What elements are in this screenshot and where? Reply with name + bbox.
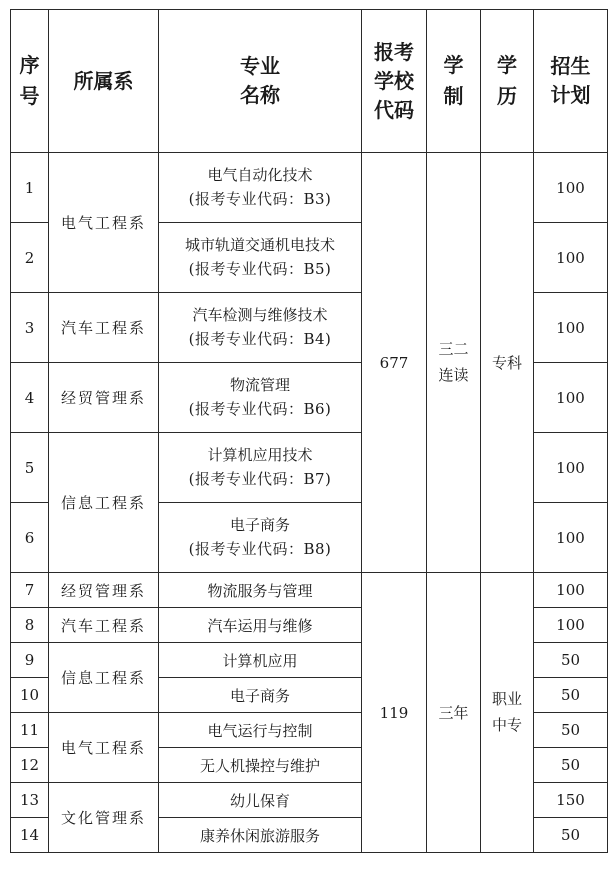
header-department: 所属系 (49, 10, 159, 153)
duration-cell: 三二 连读 (427, 153, 481, 573)
department-cell: 汽车工程系 (49, 608, 159, 643)
row-index: 13 (11, 783, 49, 818)
row-index: 5 (11, 433, 49, 503)
department-cell: 汽车工程系 (49, 293, 159, 363)
table-row (11, 573, 608, 608)
enrollment-plan-table (10, 9, 608, 853)
major-cell: 物流管理 (报考专业代码：B6) (159, 363, 362, 433)
department-cell: 电气工程系 (49, 153, 159, 293)
header-duration: 学 制 (427, 10, 481, 153)
quota-cell: 100 (534, 573, 608, 608)
row-index: 7 (11, 573, 49, 608)
quota-cell: 100 (534, 223, 608, 293)
major-cell: 计算机应用技术 (报考专业代码：B7) (159, 433, 362, 503)
major-cell: 康养休闲旅游服务 (159, 818, 362, 853)
school-code-cell: 119 (362, 573, 427, 853)
row-index: 12 (11, 748, 49, 783)
table-row (11, 153, 608, 223)
duration-cell: 三年 (427, 573, 481, 853)
major-cell: 幼儿保育 (159, 783, 362, 818)
quota-cell: 100 (534, 293, 608, 363)
major-cell: 物流服务与管理 (159, 573, 362, 608)
quota-cell: 100 (534, 503, 608, 573)
header-major: 专业 名称 (159, 10, 362, 153)
quota-cell: 50 (534, 678, 608, 713)
quota-cell: 50 (534, 713, 608, 748)
row-index: 6 (11, 503, 49, 573)
header-school-code: 报考 学校 代码 (362, 10, 427, 153)
department-cell: 电气工程系 (49, 713, 159, 783)
quota-cell: 100 (534, 608, 608, 643)
quota-cell: 50 (534, 748, 608, 783)
major-cell: 汽车运用与维修 (159, 608, 362, 643)
row-index: 14 (11, 818, 49, 853)
header-education: 学 历 (481, 10, 534, 153)
row-index: 4 (11, 363, 49, 433)
row-index: 8 (11, 608, 49, 643)
row-index: 3 (11, 293, 49, 363)
department-cell: 经贸管理系 (49, 363, 159, 433)
header-index: 序 号 (11, 10, 49, 153)
row-index: 10 (11, 678, 49, 713)
major-cell: 汽车检测与维修技术 (报考专业代码：B4) (159, 293, 362, 363)
education-cell: 专科 (481, 153, 534, 573)
department-cell: 文化管理系 (49, 783, 159, 853)
row-index: 11 (11, 713, 49, 748)
major-cell: 无人机操控与维护 (159, 748, 362, 783)
school-code-cell: 677 (362, 153, 427, 573)
quota-cell: 100 (534, 153, 608, 223)
header-quota: 招生 计划 (534, 10, 608, 153)
row-index: 1 (11, 153, 49, 223)
quota-cell: 50 (534, 643, 608, 678)
quota-cell: 100 (534, 363, 608, 433)
major-cell: 电气自动化技术 (报考专业代码：B3) (159, 153, 362, 223)
quota-cell: 50 (534, 818, 608, 853)
major-cell: 计算机应用 (159, 643, 362, 678)
department-cell: 信息工程系 (49, 433, 159, 573)
quota-cell: 100 (534, 433, 608, 503)
major-cell: 电气运行与控制 (159, 713, 362, 748)
major-cell: 电子商务 (报考专业代码：B8) (159, 503, 362, 573)
row-index: 9 (11, 643, 49, 678)
quota-cell: 150 (534, 783, 608, 818)
department-cell: 经贸管理系 (49, 573, 159, 608)
header-row (11, 10, 608, 153)
education-cell: 职业 中专 (481, 573, 534, 853)
row-index: 2 (11, 223, 49, 293)
major-cell: 城市轨道交通机电技术 (报考专业代码：B5) (159, 223, 362, 293)
major-cell: 电子商务 (159, 678, 362, 713)
department-cell: 信息工程系 (49, 643, 159, 713)
